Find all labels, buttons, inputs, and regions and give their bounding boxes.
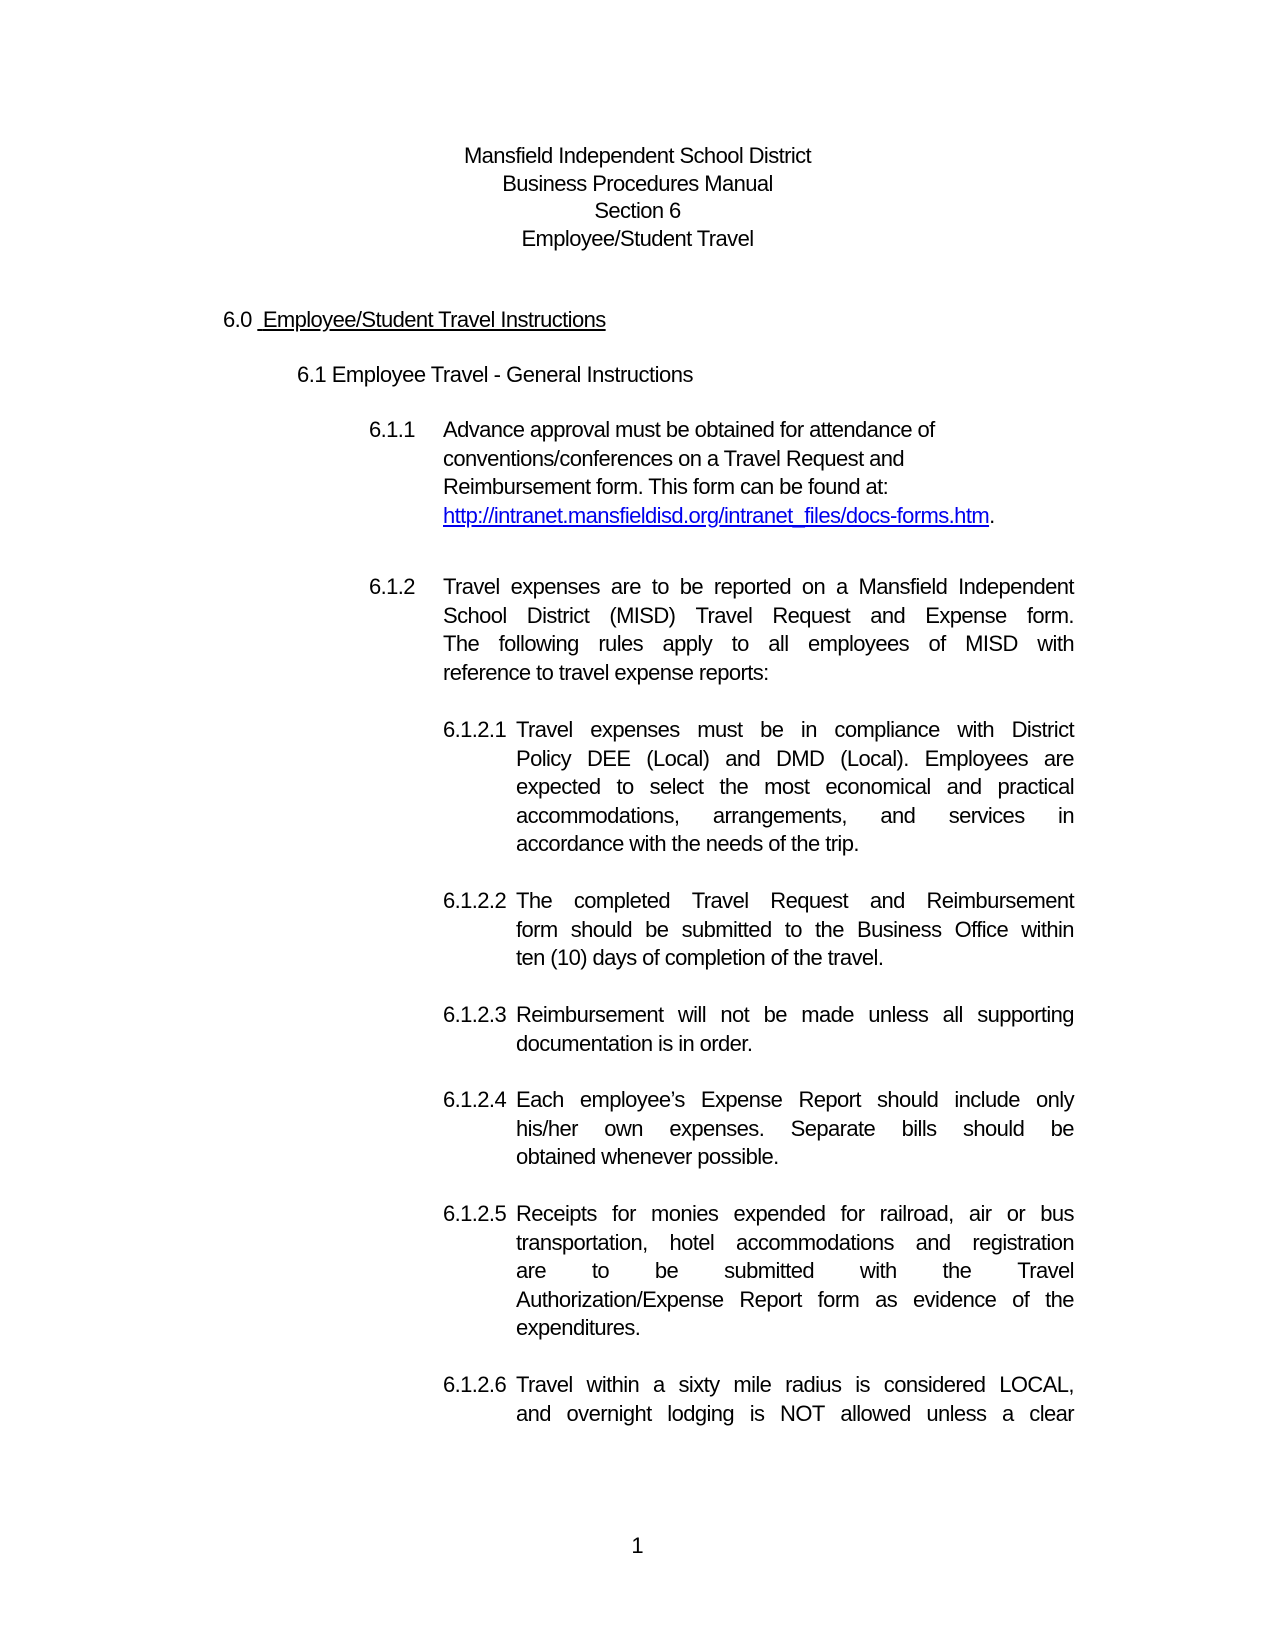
item-line: Travel expenses must be in compliance with District (516, 717, 1074, 742)
item-number: 6.1.2.1 (443, 717, 507, 742)
item-line: Reimbursement form. This form can be found at: (443, 474, 889, 499)
document-header (0, 142, 1275, 252)
header-district-name: Mansfield Independent School District (463, 143, 812, 168)
item-line: accommodations, arrangements, and services in (516, 802, 1074, 828)
item-line: transportation, hotel accommodations and registration (516, 1229, 1074, 1255)
item-body (516, 1086, 1074, 1172)
item-line: ten (10) days of completion of the travel. (516, 945, 884, 970)
item-line: Receipts for monies expended for railroad, air or bus (516, 1201, 1074, 1226)
item-body (443, 573, 1074, 687)
item-line: Each employee’s Expense Report should include only (516, 1087, 1074, 1112)
item-line: are to be submitted with the Travel (516, 1258, 1074, 1283)
heading-6-1-number: 6.1 (297, 362, 327, 387)
item-body (516, 1200, 1074, 1343)
item-line: his/her own expenses. Separate bills should be (516, 1115, 1074, 1141)
item-line: reference to travel expense reports: (443, 659, 769, 685)
forms-link[interactable]: http://intranet.mansfieldisd.org/intranet_files/docs-forms.htm (443, 502, 990, 528)
item-body: Advance approval must be obtained for attendance of conventions/conferences on a Travel Request and Reimbursement form. This form can be found at: http://intranet.mansfieldisd.org/intranet_files/docs-forms.htm. (443, 416, 1083, 530)
page-number: 1 (631, 1533, 644, 1558)
header-section-number: Section 6 (594, 198, 681, 223)
item-line: Authorization/Expense Report form as evidence of the (516, 1286, 1074, 1312)
item-number: 6.1.2.4 (443, 1087, 507, 1112)
item-body (516, 1001, 1074, 1058)
item-line: documentation is in order. (516, 1030, 753, 1056)
heading-6-0-number: 6.0 (223, 307, 252, 332)
item-line: Reimbursement will not be made unless all supporting (516, 1002, 1074, 1027)
item-number: 6.1.2.6 (443, 1372, 507, 1397)
header-manual-title: Business Procedures Manual (502, 170, 773, 196)
item-line: conventions/conferences on a Travel Request and (443, 445, 904, 471)
item-line: The completed Travel Request and Reimbursement (516, 888, 1074, 913)
item-body (516, 887, 1074, 973)
item-line: and overnight lodging is NOT allowed unless a clear (516, 1400, 1074, 1426)
heading-6-0-title: Employee/Student Travel Instructions (262, 307, 606, 332)
item-number: 6.1.2.2 (443, 888, 507, 913)
item-number: 6.1.2 (369, 574, 415, 599)
item-line: Travel within a sixty mile radius is considered LOCAL, (516, 1372, 1074, 1397)
item-line: obtained whenever possible. (516, 1144, 779, 1169)
item-number: 6.1.2.3 (443, 1002, 507, 1027)
heading-6-1-title: Employee Travel - General Instructions (331, 362, 693, 387)
item-line: expenditures. (516, 1315, 641, 1340)
item-line: expected to select the most economical and practical (516, 774, 1074, 799)
item-body (516, 716, 1074, 859)
item-line: The following rules apply to all employees of MISD with (443, 631, 1074, 656)
item-line: Advance approval must be obtained for attendance of (443, 417, 935, 442)
item-line: Policy DEE (Local) and DMD (Local). Employees are (516, 745, 1074, 771)
item-line: Travel expenses are to be reported on a Mansfield Independent (443, 574, 1074, 599)
item-line: accordance with the needs of the trip. (516, 831, 859, 856)
item-body (516, 1371, 1074, 1428)
item-line: form should be submitted to the Business Office within (516, 916, 1074, 942)
heading-6-1 (297, 362, 693, 388)
item-number: 6.1.1 (369, 417, 415, 442)
item-line: School District (MISD) Travel Request and Expense form. (443, 602, 1074, 628)
heading-6-0 (223, 307, 606, 333)
header-section-title: Employee/Student Travel (521, 225, 754, 251)
item-number: 6.1.2.5 (443, 1201, 507, 1226)
